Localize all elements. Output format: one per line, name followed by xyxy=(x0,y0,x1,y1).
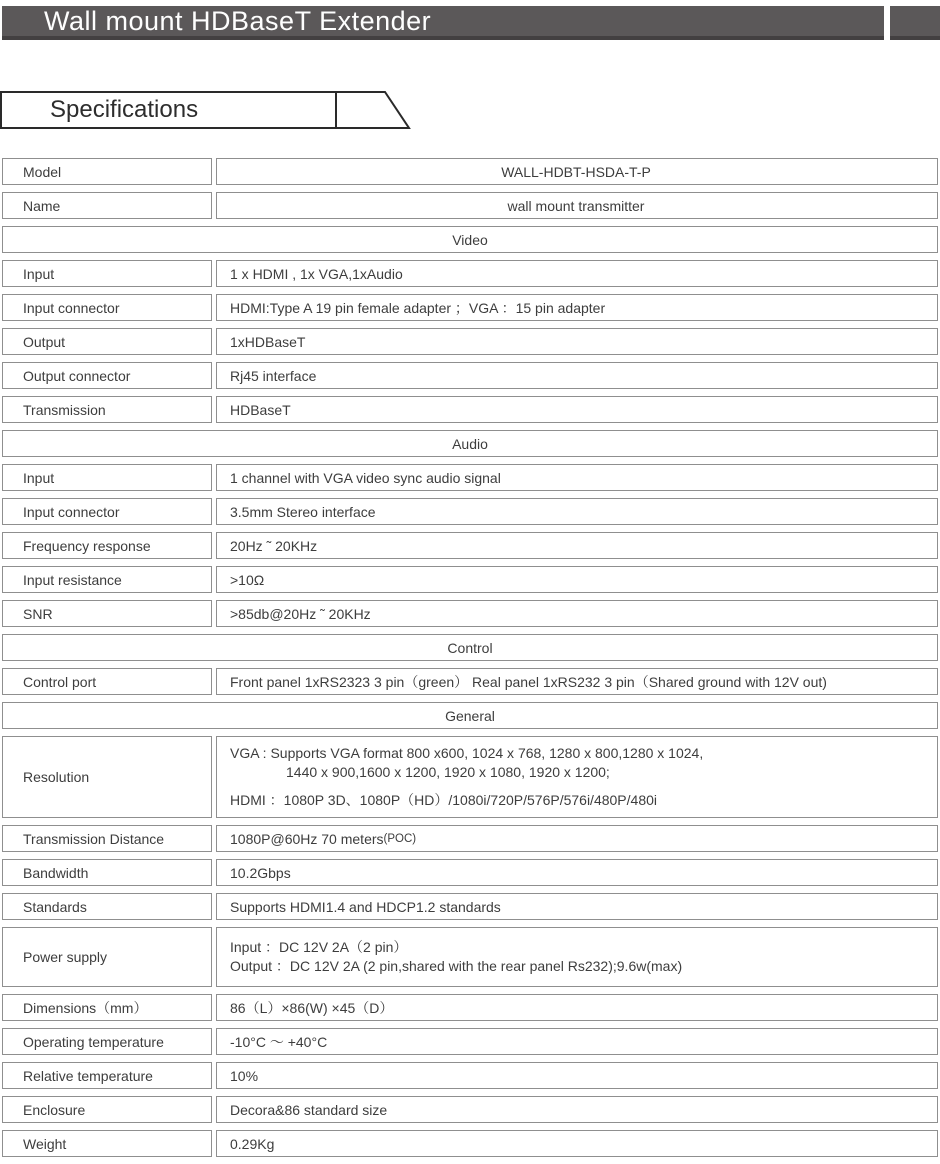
row-value-text: 0.29Kg xyxy=(230,1135,275,1152)
row-value xyxy=(216,1096,938,1123)
row-label: Input resistance xyxy=(2,566,212,593)
section-header-row xyxy=(2,702,938,729)
row-value-text: Decora&86 standard size xyxy=(230,1101,388,1118)
row-label: Standards xyxy=(2,893,212,920)
row-value-text: 1 channel with VGA video sync audio signal xyxy=(230,469,501,486)
table-row xyxy=(2,825,938,852)
table-row xyxy=(2,927,938,987)
row-label: Bandwidth xyxy=(2,859,212,886)
row-label: Name xyxy=(2,192,212,219)
row-value xyxy=(216,893,938,920)
row-value-text: 1xHDBaseT xyxy=(230,333,306,350)
row-value-text: wall mount transmitter xyxy=(507,197,645,214)
specifications-table xyxy=(2,158,938,1164)
row-label: Transmission Distance xyxy=(2,825,212,852)
row-value xyxy=(216,260,938,287)
section-header-label: General xyxy=(2,702,938,729)
row-value-text: 86（L）×86(W) ×45（D） xyxy=(230,999,394,1016)
row-label: Transmission xyxy=(2,396,212,423)
table-row xyxy=(2,260,938,287)
specifications-heading xyxy=(0,91,420,129)
table-row xyxy=(2,532,938,559)
row-value-text: 10% xyxy=(230,1067,259,1084)
table-row xyxy=(2,362,938,389)
table-row xyxy=(2,736,938,818)
row-value-line: HDMI ：1080P 3D、1080P（HD）/1080i/720P/576P/576i/480P/480i xyxy=(230,792,657,808)
section-header-row xyxy=(2,430,938,457)
row-label: Frequency response xyxy=(2,532,212,559)
row-label: Input connector xyxy=(2,294,212,321)
row-value xyxy=(216,294,938,321)
row-value-line: 1440 x 900,1600 x 1200, 1920 x 1080, 1920 x 1200; xyxy=(286,764,610,780)
row-value-text: 20Hz ˜ 20KHz xyxy=(230,537,318,554)
row-label: Control port xyxy=(2,668,212,695)
row-label: Output connector xyxy=(2,362,212,389)
row-value-line: Input ：DC 12V 2A（2 pin） xyxy=(230,939,408,955)
row-value-text: 1080P@60Hz 70 meters xyxy=(230,830,384,847)
row-label: Model xyxy=(2,158,212,185)
row-value xyxy=(216,396,938,423)
row-value-text: Supports HDMI1.4 and HDCP1.2 standards xyxy=(230,898,501,915)
row-value-text: HDBaseT xyxy=(230,401,291,418)
table-row xyxy=(2,1130,938,1157)
row-value-line: VGA : Supports VGA format 800 x600, 1024 x 768, 1280 x 800,1280 x 1024, xyxy=(230,745,704,761)
row-label: Input xyxy=(2,464,212,491)
row-value xyxy=(216,1062,938,1089)
row-value-text: Front panel 1xRS2323 3 pin（green） Real panel 1xRS232 3 pin（Shared ground with 12V out) xyxy=(230,673,827,690)
row-value-small-suffix: (POC) xyxy=(383,832,417,845)
specifications-heading-label: Specifications xyxy=(50,96,199,123)
row-value xyxy=(216,362,938,389)
row-label: Power supply xyxy=(2,927,212,987)
table-row xyxy=(2,1028,938,1055)
section-header-row xyxy=(2,226,938,253)
row-value xyxy=(216,736,938,818)
row-value xyxy=(216,498,938,525)
row-value xyxy=(216,566,938,593)
row-label: Weight xyxy=(2,1130,212,1157)
table-row xyxy=(2,859,938,886)
row-label: Dimensions（mm） xyxy=(2,994,212,1021)
row-value-text: 10.2Gbps xyxy=(230,864,291,881)
table-row xyxy=(2,893,938,920)
table-row xyxy=(2,566,938,593)
row-label: Input xyxy=(2,260,212,287)
table-row xyxy=(2,192,938,219)
row-label: SNR xyxy=(2,600,212,627)
page-header xyxy=(2,6,940,40)
row-value xyxy=(216,192,938,219)
table-row xyxy=(2,158,938,185)
section-header-label: Control xyxy=(2,634,938,661)
row-value-text: WALL-HDBT-HSDA-T-P xyxy=(501,163,651,180)
heading-flag-shape xyxy=(335,91,415,129)
row-value-text: -10°C ～ +40°C xyxy=(230,1033,328,1050)
row-value-text: >85db@20Hz ˜ 20KHz xyxy=(230,605,371,622)
row-value xyxy=(216,859,938,886)
table-row xyxy=(2,328,938,355)
table-row xyxy=(2,600,938,627)
row-value xyxy=(216,668,938,695)
row-value xyxy=(216,1130,938,1157)
header-accent-square xyxy=(890,6,940,40)
row-value xyxy=(216,1028,938,1055)
row-value-text: 3.5mm Stereo interface xyxy=(230,503,376,520)
table-row xyxy=(2,1096,938,1123)
specifications-heading-box xyxy=(0,91,337,129)
row-value-text: >10Ω xyxy=(230,571,265,588)
row-value xyxy=(216,600,938,627)
row-value xyxy=(216,927,938,987)
row-value-line: Output ：DC 12V 2A (2 pin,shared with the rear panel Rs232);9.6w(max) xyxy=(230,958,683,974)
row-label: Output xyxy=(2,328,212,355)
table-row xyxy=(2,294,938,321)
section-header-row xyxy=(2,634,938,661)
page-title: Wall mount HDBaseT Extender xyxy=(44,5,432,36)
row-label: Resolution xyxy=(2,736,212,818)
row-value xyxy=(216,994,938,1021)
row-value xyxy=(216,158,938,185)
row-label: Input connector xyxy=(2,498,212,525)
table-row xyxy=(2,498,938,525)
table-row xyxy=(2,396,938,423)
section-header-label: Video xyxy=(2,226,938,253)
table-row xyxy=(2,994,938,1021)
row-value-text: HDMI:Type A 19 pin female adapter ；VGA ：15 pin adapter xyxy=(230,299,606,316)
row-value xyxy=(216,328,938,355)
page-title-bar xyxy=(2,6,884,40)
row-value xyxy=(216,825,938,852)
row-value xyxy=(216,464,938,491)
table-row xyxy=(2,668,938,695)
section-header-label: Audio xyxy=(2,430,938,457)
row-label: Enclosure xyxy=(2,1096,212,1123)
row-label: Relative temperature xyxy=(2,1062,212,1089)
table-row xyxy=(2,1062,938,1089)
row-value xyxy=(216,532,938,559)
row-label: Operating temperature xyxy=(2,1028,212,1055)
row-value-text: Rj45 interface xyxy=(230,367,317,384)
row-value-text: 1 x HDMI , 1x VGA,1xAudio xyxy=(230,265,403,282)
table-row xyxy=(2,464,938,491)
